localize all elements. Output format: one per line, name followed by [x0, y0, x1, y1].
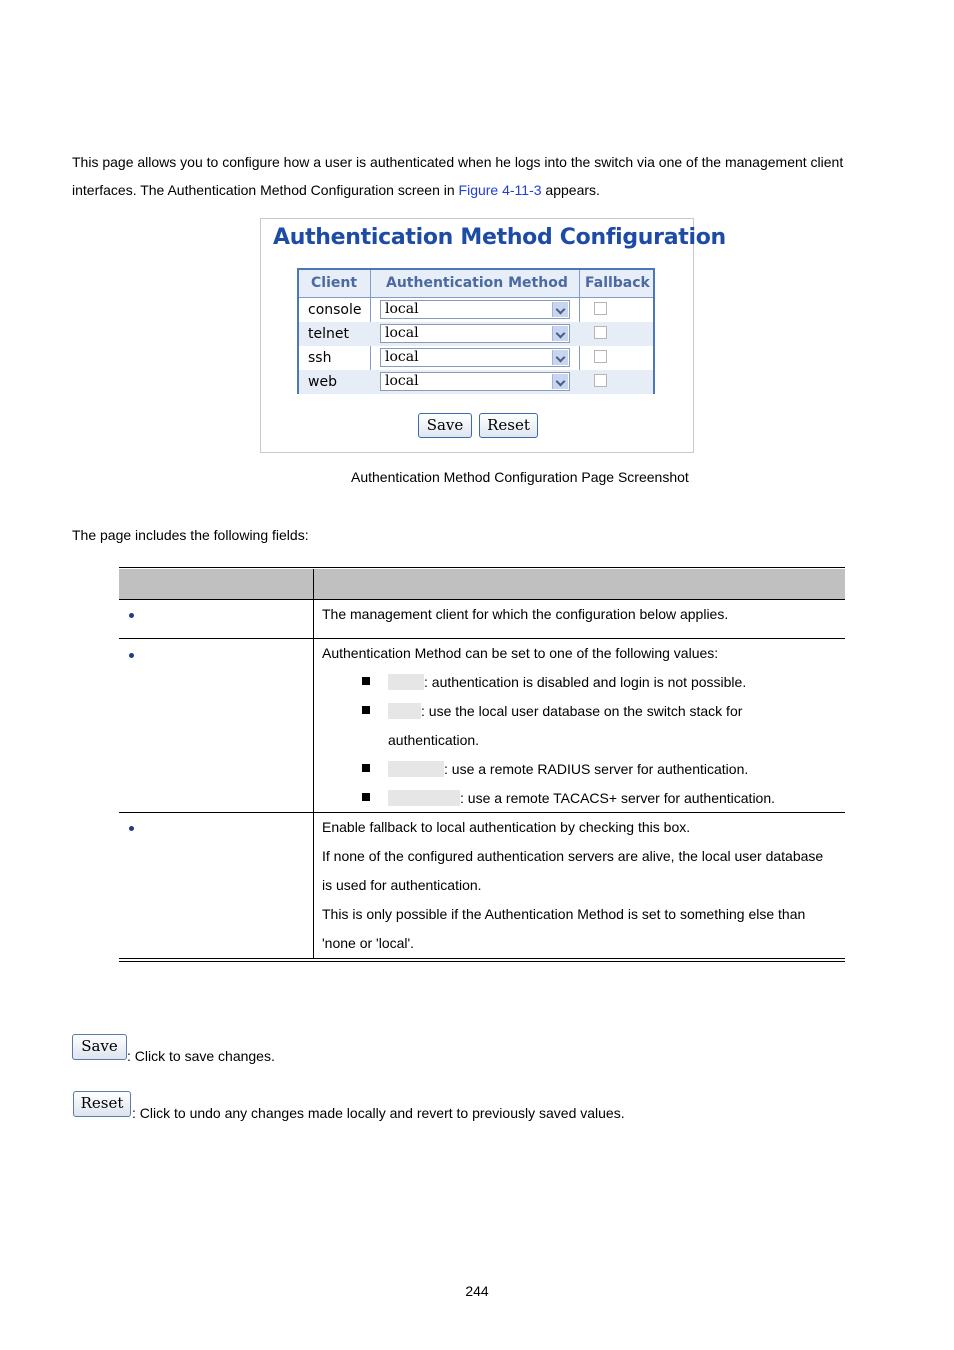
bullet-icon [129, 826, 134, 831]
square-bullet-icon [362, 706, 370, 714]
method-none-desc: : authentication is disabled and login is not possible. [388, 674, 746, 690]
method-select[interactable]: local [380, 324, 570, 343]
intro-paragraph [72, 148, 882, 204]
method-local-desc-cont: authentication. [388, 732, 480, 748]
method-select[interactable]: local [380, 300, 570, 319]
header-auth-method: Authentication Method [386, 275, 568, 291]
chevron-down-icon[interactable] [552, 326, 568, 341]
bullet-icon [129, 613, 134, 618]
table-row [299, 322, 653, 346]
client-name: telnet [308, 326, 349, 342]
table-row [299, 346, 653, 370]
reset-button[interactable]: Reset [479, 413, 538, 438]
client-name: console [308, 302, 362, 318]
fields-intro: The page includes the following fields: [72, 527, 309, 543]
save-button[interactable]: Save [418, 413, 472, 438]
client-desc: The management client for which the configuration below applies. [322, 606, 729, 622]
save-button-example[interactable]: Save [72, 1034, 127, 1060]
method-radius-desc: : use a remote RADIUS server for authentication. [388, 761, 748, 777]
method-tacacs-desc: : use a remote TACACS+ server for authentication. [388, 790, 775, 806]
fallback-desc-line: If none of the configured authentication servers are alive, the local user database [322, 848, 824, 864]
square-bullet-icon [362, 793, 370, 801]
method-select[interactable]: local [380, 348, 570, 367]
square-bullet-icon [362, 677, 370, 685]
bullet-icon [129, 653, 134, 658]
fallback-checkbox[interactable] [594, 302, 607, 315]
header-fallback: Fallback [585, 275, 650, 291]
auth-method-table [297, 268, 655, 394]
square-bullet-icon [362, 764, 370, 772]
chevron-down-icon[interactable] [552, 302, 568, 317]
method-select[interactable]: local [380, 372, 570, 391]
chevron-down-icon[interactable] [552, 374, 568, 389]
fallback-checkbox[interactable] [594, 326, 607, 339]
fallback-checkbox[interactable] [594, 350, 607, 363]
intro-text: This page allows you to configure how a user is authenticated when he logs into the switch via one of the management client interfaces. The Authentication Method Configuration screen in [72, 154, 844, 198]
fallback-desc-line: Enable fallback to local authentication by checking this box. [322, 819, 691, 835]
chevron-down-icon[interactable] [552, 350, 568, 365]
intro-text-end: appears. [541, 182, 600, 198]
table-row [299, 298, 653, 322]
config-screenshot [260, 218, 726, 453]
reset-description: : Click to undo any changes made locally and revert to previously saved values. [132, 1105, 625, 1121]
fallback-desc-line: This is only possible if the Authentication Method is set to something else than [322, 906, 806, 922]
method-local-desc: : use the local user database on the switch stack for [388, 703, 742, 719]
page-number: 244 [465, 1283, 489, 1299]
table-header [119, 569, 845, 600]
fallback-desc-line: is used for authentication. [322, 877, 482, 893]
client-name: ssh [308, 350, 332, 366]
table-header [299, 270, 653, 298]
header-client: Client [311, 275, 358, 291]
save-description: : Click to save changes. [127, 1048, 275, 1064]
client-name: web [308, 374, 337, 390]
fallback-checkbox[interactable] [594, 374, 607, 387]
reset-button-example[interactable]: Reset [73, 1091, 131, 1117]
table-row [299, 370, 653, 394]
fallback-desc-line: 'none or 'local'. [322, 935, 415, 951]
figure-link[interactable]: Figure 4-11-3 [458, 182, 542, 198]
method-desc-intro: Authentication Method can be set to one of the following values: [322, 645, 719, 661]
screenshot-title: Authentication Method Configuration [273, 225, 726, 250]
figure-caption: Authentication Method Configuration Page Screenshot [351, 469, 689, 485]
